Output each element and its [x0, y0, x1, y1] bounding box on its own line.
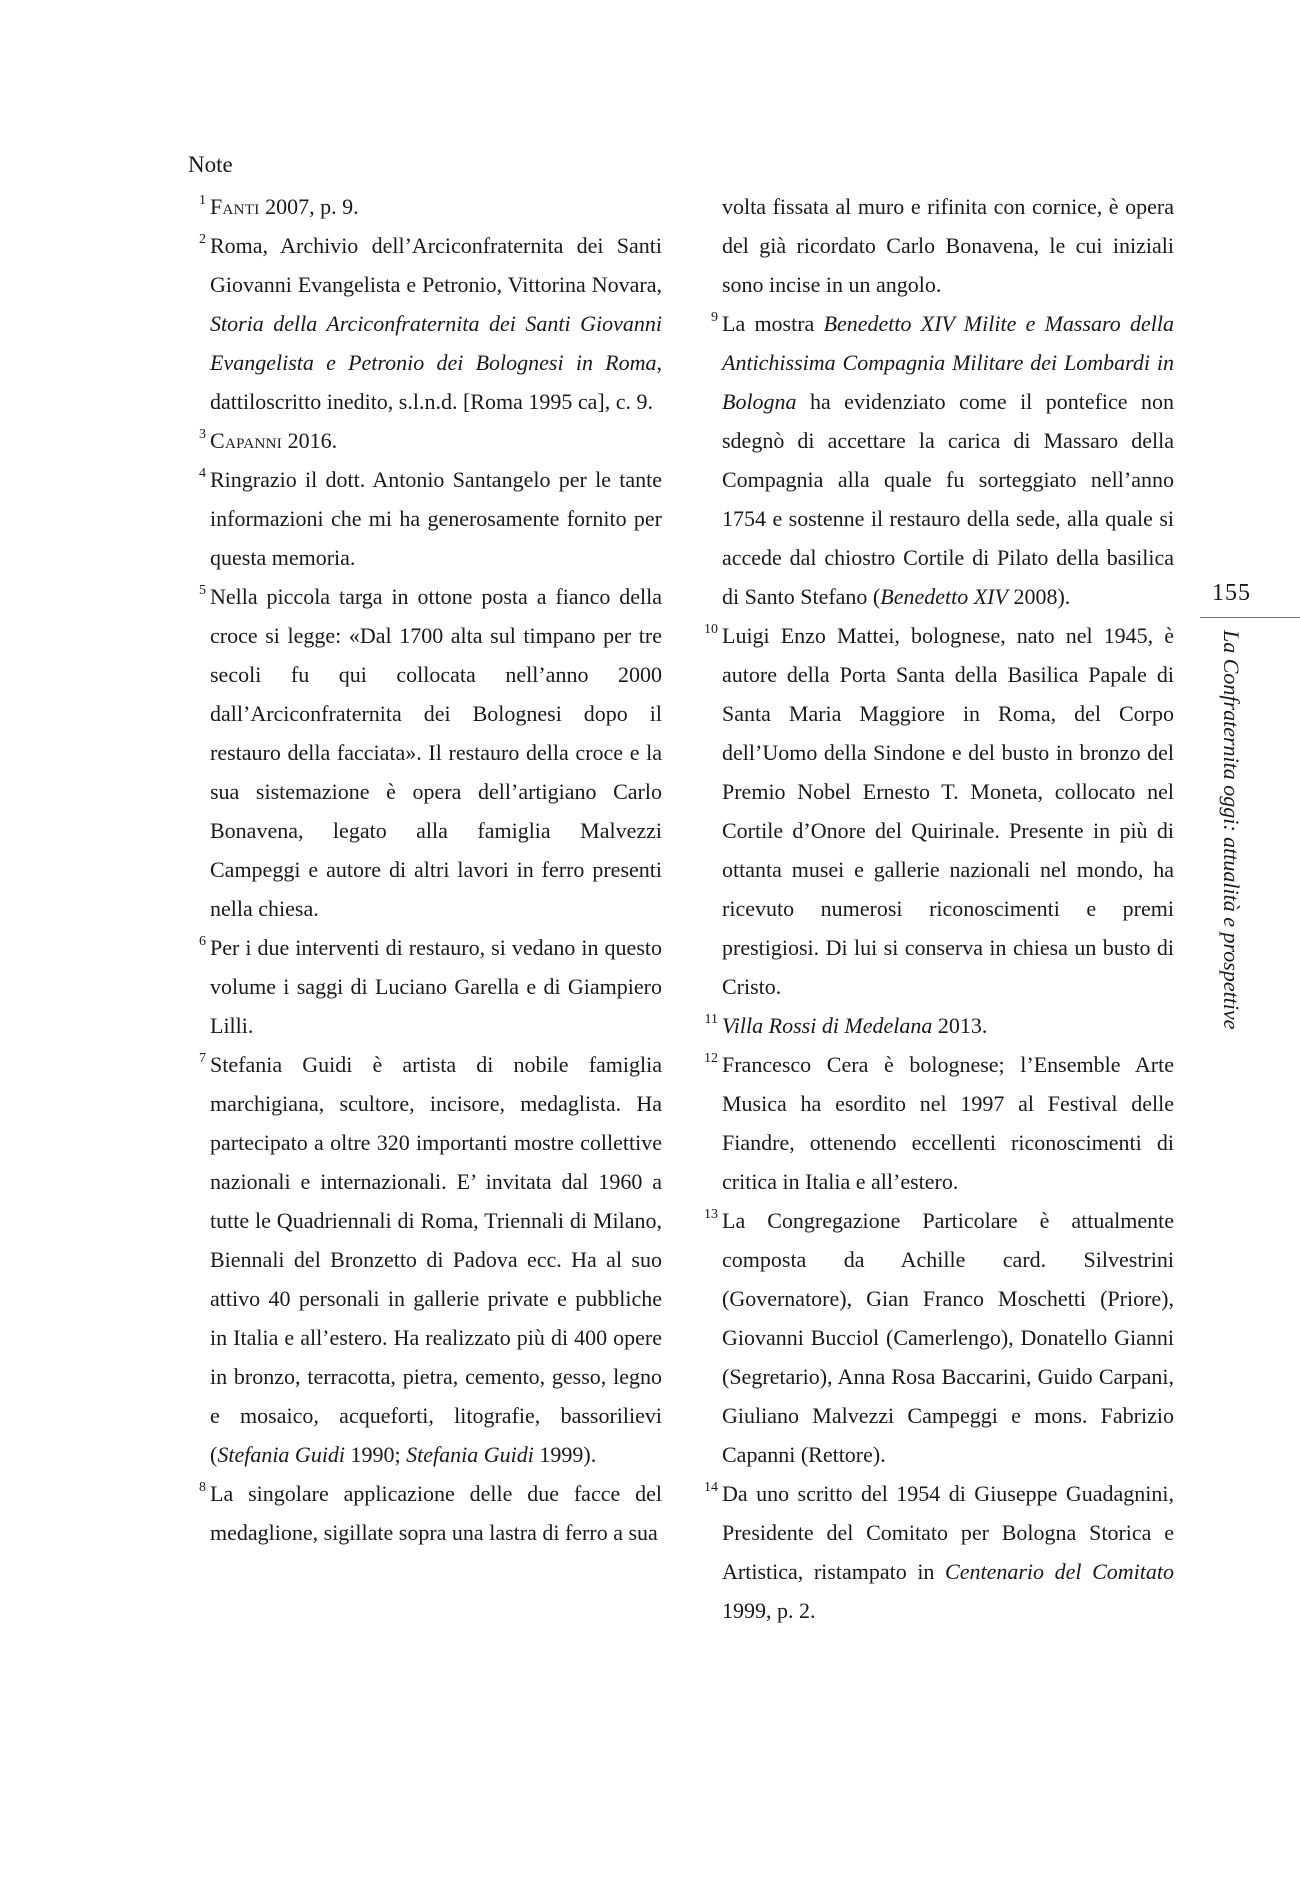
footnote-number: 1 [199, 193, 206, 208]
footnote-6 [188, 928, 662, 1045]
footnote-text: 2013. [932, 1013, 988, 1038]
footnote-italic-text: Stefania Guidi [406, 1442, 534, 1467]
footnote-text: La mostra [722, 311, 824, 336]
footnote-text: Stefania Guidi è artista di nobile famiglia marchigiana, scultore, incisore, medaglista. Ha partecipato a oltre 320 importanti mostre collettive nazionali e internazionali. E’ invitata dal 1960 a tutte le Quadriennali di Roma, Triennali di Milano, Biennali del Bronzetto di Padova ecc. Ha al suo attivo 40 personali in gallerie private e pubbliche in Italia e all’estero. Ha realizzato più di 400 opere in bronzo, terracotta, pietra, cemento, gesso, legno e mosaico, acqueforti, litografie, bassorilievi ( [210, 1052, 662, 1467]
footnote-text: 2007, p. 9. [259, 194, 359, 219]
footnote-text: Luigi Enzo Mattei, bolognese, nato nel 1945, è autore della Porta Santa della Basilica Papale di Santa Maria Maggiore in Roma, del Corpo dell’Uomo della Sindone e del busto in bronzo del Premio Nobel Ernesto T. Moneta, collocato nel Cortile d’Onore del Quirinale. Presente in più di ottanta musei e gallerie nazionali nel mondo, ha ricevuto numerosi riconoscimenti e premi prestigiosi. Di lui si conserva in chiesa un busto di Cristo. [722, 623, 1174, 999]
footnote-3 [188, 421, 662, 460]
footnote-italic-text: Stefania Guidi [217, 1442, 346, 1467]
footnote-number: 2 [199, 232, 206, 247]
footnote-number: 8 [199, 1480, 206, 1495]
footnote-italic-text: Benedetto XIV [880, 584, 1008, 609]
footnote-text: Da uno scritto del 1954 di Giuseppe Guadagnini, Presidente del Comitato per Bologna Storica e Artistica, ristampato in [722, 1481, 1174, 1584]
footnote-number: 10 [704, 622, 718, 637]
footnote-11 [700, 1006, 1174, 1045]
notes-column-right [700, 187, 1174, 1630]
footnote-continuation [700, 187, 1174, 304]
footnote-number: 7 [199, 1051, 206, 1066]
footnote-text: Ringrazio il dott. Antonio Santangelo per le tante informazioni che mi ha generosamente fornito per questa memoria. [210, 467, 662, 570]
footnote-number: 6 [199, 934, 206, 949]
running-title [1219, 630, 1250, 1030]
footnote-number: 9 [711, 310, 718, 325]
footnote-number: 4 [199, 466, 206, 481]
footnote-text: ha evidenziato come il pontefice non sdegnò di accettare la carica di Massaro della Compagnia alla quale fu sorteggiato nell’anno 1754 e sostenne il restauro della sede, alla quale si accede dal chiostro Cortile di Pilato della basilica di Santo Stefano ( [722, 389, 1174, 609]
footnote-number: 11 [704, 1012, 718, 1027]
footnote-13 [700, 1201, 1174, 1474]
footnote-4 [188, 460, 662, 577]
footnote-14 [700, 1474, 1174, 1630]
footnote-8 [188, 1474, 662, 1552]
footnote-text: La Congregazione Particolare è attualmente composta da Achille card. Silvestrini (Governatore), Gian Franco Moschetti (Priore), Giovanni Bucciol (Camerlengo), Donatello Gianni (Segretario), Anna Rosa Baccarini, Guido Carpani, Giuliano Malvezzi Campeggi e mons. Fabrizio Capanni (Rettore). [722, 1208, 1174, 1467]
footnote-italic-text: Villa Rossi di Medelana [722, 1013, 933, 1038]
footnote-9 [700, 304, 1174, 616]
footnote-text: Nella piccola targa in ottone posta a fianco della croce si legge: «Dal 1700 alta sul timpano per tre secoli fu qui collocata nell’anno 2000 dall’Arciconfraternita dei Bolognesi dopo il restauro della facciata». Il restauro della croce e la sua sistemazione è opera dell’artigiano Carlo Bonavena, legato alla famiglia Malvezzi Campeggi e autore di altri lavori in ferro presenti nella chiesa. [210, 584, 662, 921]
footnote-text: , dattiloscritto inedito, s.l.n.d. [Roma 1995 ca], c. 9. [210, 350, 662, 414]
footnote-text: Francesco Cera è bolognese; l’Ensemble Arte Musica ha esordito nel 1997 al Festival delle Fiandre, ottenendo eccellenti riconoscimenti di critica in Italia e all’estero. [722, 1052, 1174, 1194]
notes-column-left [188, 187, 662, 1552]
footnote-text: 2008). [1007, 584, 1071, 609]
page-number: 155 [1212, 580, 1251, 606]
notes-heading: Note [188, 152, 233, 177]
footnote-12 [700, 1045, 1174, 1201]
footnote-number: 14 [704, 1480, 718, 1495]
footnote-text: 2016. [282, 428, 338, 453]
footnote-number: 5 [199, 583, 206, 598]
footnote-number: 3 [199, 427, 206, 442]
footnote-10 [700, 616, 1174, 1006]
footnote-author: Capanni [210, 428, 283, 453]
page-number-rule [1200, 617, 1300, 618]
footnote-number: 13 [704, 1207, 718, 1222]
footnote-author: Fanti [210, 194, 260, 219]
footnote-text: volta fissata al muro e rifinita con cornice, è opera del già ricordato Carlo Bonavena, le cui iniziali sono incise in un angolo. [722, 194, 1174, 297]
footnote-text: 1999). [533, 1442, 597, 1467]
footnote-text: Per i due interventi di restauro, si vedano in questo volume i saggi di Luciano Garella e di Giampiero Lilli. [210, 935, 662, 1038]
running-title-text: La Confraternita oggi: attualità e prospettive [1219, 630, 1244, 1030]
footnote-text: 1990; [345, 1442, 407, 1467]
footnote-italic-text: Benedetto XIV Milite e Massaro della Antichissima Compagnia Militare dei Lombardi in Bologna [722, 311, 1174, 414]
footnote-2 [188, 226, 662, 421]
footnote-5 [188, 577, 662, 928]
footnote-text: La singolare applicazione delle due facce del medaglione, sigillate sopra una lastra di ferro a sua [210, 1481, 662, 1545]
footnote-text: Roma, Archivio dell’Arciconfraternita dei Santi Giovanni Evangelista e Petronio, Vittorina Novara, [210, 233, 662, 297]
footnote-italic-text: Centenario del Comitato [945, 1559, 1175, 1584]
footnote-text: 1999, p. 2. [722, 1598, 816, 1623]
footnote-italic-text: Storia della Arciconfraternita dei Santi Giovanni Evangelista e Petronio dei Bolognesi in Roma [210, 311, 662, 375]
footnote-1 [188, 187, 662, 226]
footnote-7 [188, 1045, 662, 1474]
footnote-number: 12 [704, 1051, 718, 1066]
